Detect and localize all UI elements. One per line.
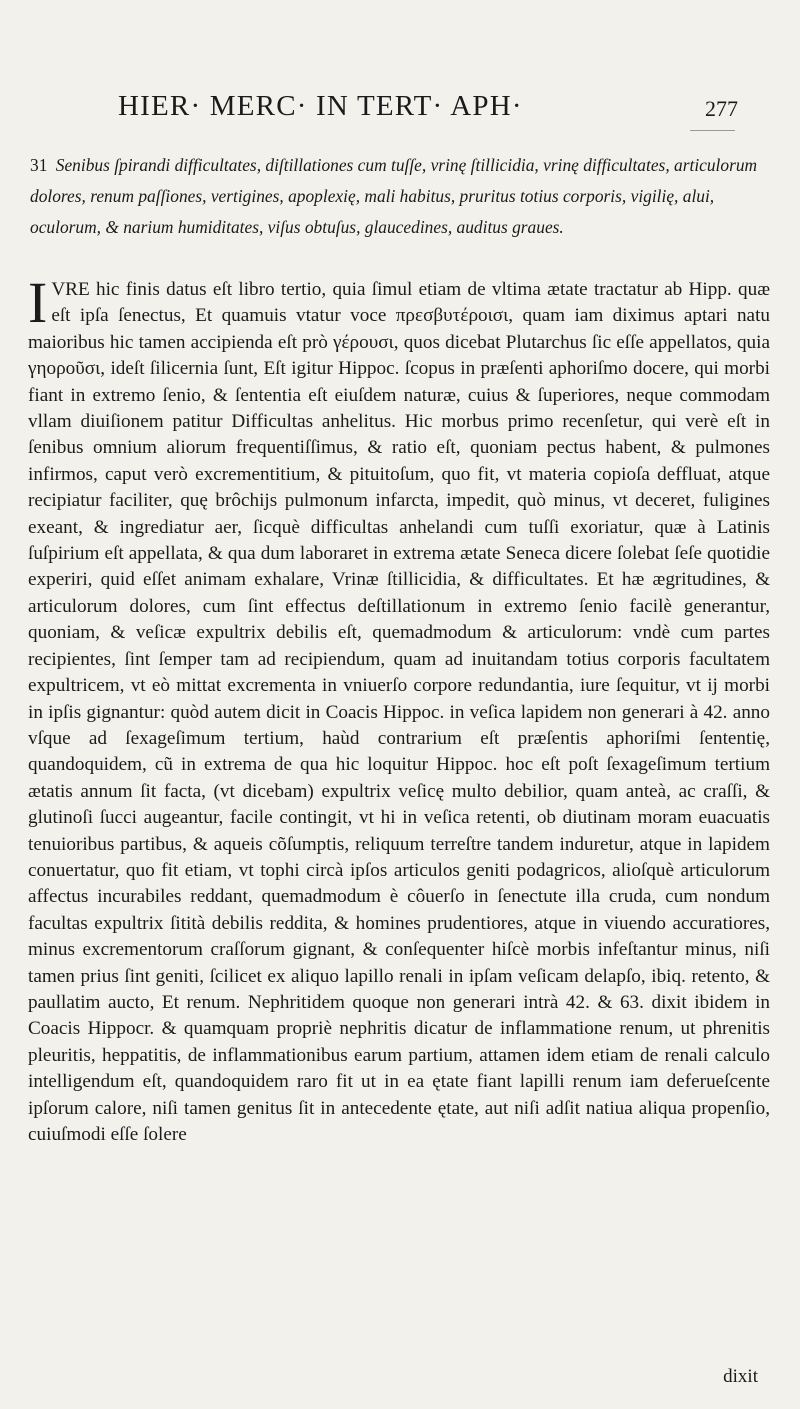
header-mark xyxy=(690,130,735,131)
catchword: dixit xyxy=(723,1366,758,1387)
aphorism-block xyxy=(30,150,770,243)
commentary-body: VRE hic finis datus eſt libro tertio, quia ſimul etiam de vltima ætate tractatur ab Hipp. quæ eſt ipſa ſenectus, Et quamuis vtatur voce πρεσβυτέροισι, quam iam diximus aptari natu maioribus hic tamen accipienda eſt prò γέρουσι, quos dicebat Plutarchus ſic eſſe appellatos, quia γηοροῦσι, ideſt ſilicernia ſunt, Eſt igitur Hippoc. ſcopus in præſenti aphoriſmo docere, qui morbi fiant in extremo ſenio, & ſententia eſt eiuſdem naturæ, cuius & ſuperiores, neque commodam vllam diuiſionem patitur Difficultas anhelitus. Hic morbus primo recenſetur, qui verè eſt in ſenibus omnium aliorum frequentiſſimus, & ratio eſt, quoniam pectus habent, & pulmones infirmos, caput verò excrementitium, & pituitoſum, quo fit, vt materia copioſa deffluat, atque recipiatur faciliter, quę brôchijs pulmonum infarcta, impedit, quò minus, vt deceret, fuligines exeant, & ingrediatur aer, ſicquè difficultas anhelandi cum tuſſi exoriatur, quæ à Latinis ſuſpirium eſt appellata, & qua dum laboraret in extrema ætate Seneca dicere ſolebat ſeſe quotidie experiri, quid eſſet animam exhalare, Vrinæ ſtillicidia, & difficultates. Et hæ ægritudines, & articulorum dolores, cum ſint effectus deſtillationum in extremo ſenio facilè generantur, quoniam, & veſicæ expultrix debilis eſt, quemadmodum & articulorum: vndè cum partes recipientes, ſint ſemper tam ad recipiendum, quam ad inuitandam totius corporis facultatem expultricem, vt eò mittat excrementa in vniuerſo corpore redundantia, iure ſequitur, vt ij morbi in ipſis gignantur: quòd autem dicit in Coacis Hippoc. in veſica lapidem non generari à 42. anno vſque ad ſexageſimum tertium, haùd contrarium eſt præſentis aphoriſmi ſententię, quandoquidem, cũ in extrema de qua hic loquitur Hippoc. hoc eſt poſt ſexageſimum tertium ætatis annum ſit facta, (vt dicebam) expultrix veſicę multo debilior, quam anteà, ac craſſi, & glutinoſi ſucci augeantur, facile contingit, vt hi in veſica retenti, ob diutinam moram euacuatis tenuioribus partibus, & aqueis cõſumptis, reliquum terreſtre tandem induretur, atque in lapidem conuertatur, quo fit etiam, vt tophi circà ipſos articulos geniti podagricos, alioſquè articulorum affectus incurabiles reddant, quemadmodum è côuerſo in ſenectute illa cruda, cum nondum facultas expultrix ſitità debilis reddita, & homines prudentiores, atque in viuendo accuratiores, minus excrementorum craſſorum gignant, & conſequenter hiſcè morbis infeſtantur minus, niſi tamen prius ſint geniti, ſcilicet ex aliquo lapillo renali in ipſam veſicam delapſo, ibiq. retento, & paullatim aucto, Et renum. Nephritidem quoque non generari intrà 42. & 63. dixit ibidem in Coacis Hippocr. & quamquam propriè nephritis dicatur de inflammatione renum, ut phrenitis pleuritis, heppatitis, de inflammationibus earum partium, attamen idem etiam de renali calculo intelligendum eſt, quandoquidem raro fit ut in ea ętate fiant lapilli renum iam deferueſcente ipſorum calore, niſi tamen genitus ſit in antecedente ętate, aut niſi adſit natiua aliqua propenſio, cuiuſmodi eſſe ſolere xyxy=(28,279,770,1145)
page-number: 277 xyxy=(705,96,738,121)
commentary-text xyxy=(28,270,770,1148)
aphorism-number: 31 xyxy=(30,155,48,175)
running-header xyxy=(118,90,738,130)
drop-cap: I xyxy=(28,270,48,335)
aphorism-text: Senibus ſpirandi difficultates, diſtillationes cum tuſſe, vrinę ſtillicidia, vrinę difficultates, articulorum dolores, renum paſſiones, vertigines, apoplexię, mali habitus, pruritus totius corporis, vigilię, alui, oculorum, & narium humiditates, viſus obtuſus, glaucedines, auditus graues. xyxy=(30,155,758,237)
running-title: HIER· MERC· IN TERT· APH· xyxy=(118,90,523,122)
